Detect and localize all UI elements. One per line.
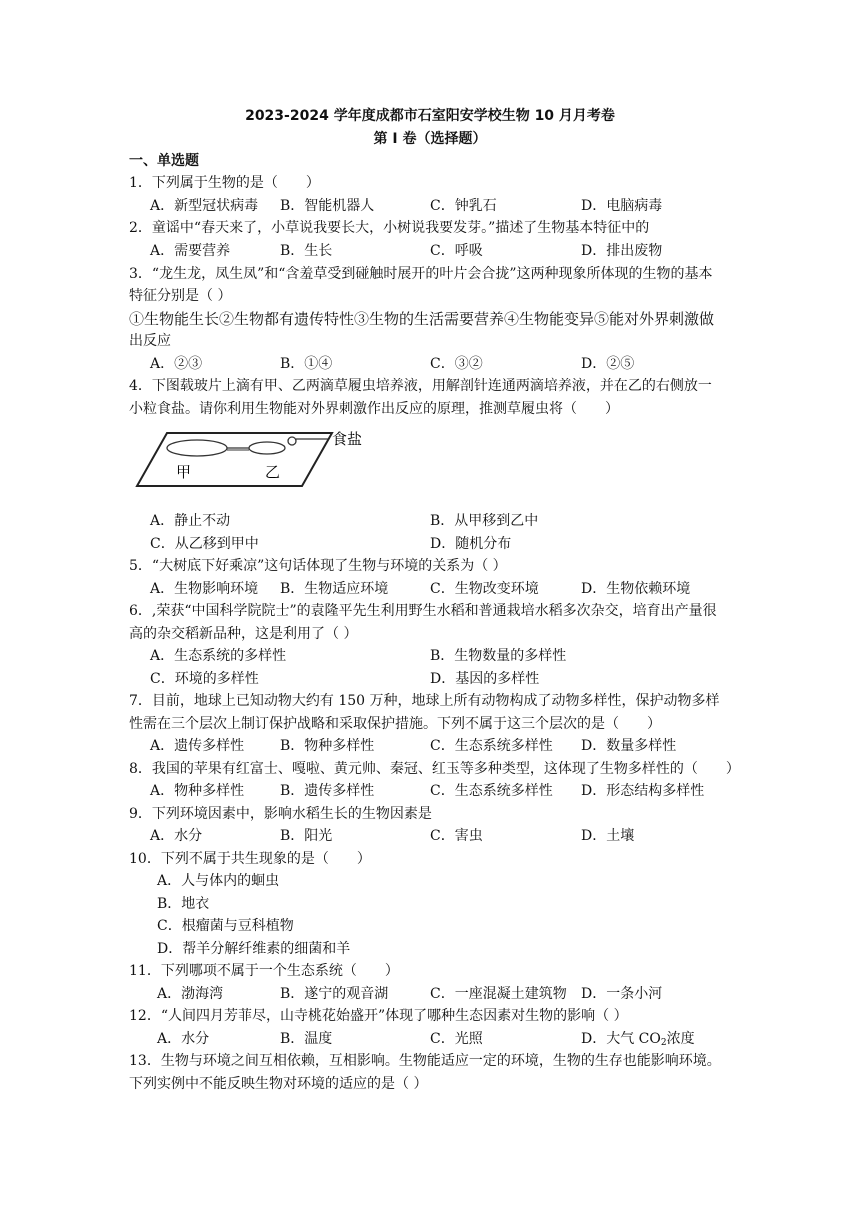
question-8-option-b: B．遗传多样性 <box>280 783 375 799</box>
glass-slide-outline <box>137 433 332 486</box>
question-10-option-a: A．人与体内的蛔虫 <box>157 873 280 889</box>
salt-grain <box>288 437 296 445</box>
exam-subtitle: 第 I 卷（选择题） <box>373 131 487 147</box>
drop-jia-label: 甲 <box>176 463 192 481</box>
question-4-option-d: D．随机分布 <box>430 536 512 552</box>
question-8-option-c: C．生态系统多样性 <box>430 783 553 799</box>
question-7-option-b: B．物种多样性 <box>280 738 375 754</box>
question-3-stem-line-1: 3．“龙生龙，凤生凤”和“含羞草受到碰触时展开的叶片会合拢”这两种现象所体现的生物的基本 <box>129 266 713 282</box>
question-1-option-c: C．钟乳石 <box>430 198 497 214</box>
question-11-option-d: D．一条小河 <box>581 986 663 1002</box>
question-1-option-a: A．新型冠状病毒 <box>150 198 259 214</box>
question-4-option-c: C．从乙移到甲中 <box>150 536 259 552</box>
question-6-option-b: B．生物数量的多样性 <box>430 648 567 664</box>
question-12-option-d <box>581 1029 695 1049</box>
question-9-option-b: B．阳光 <box>280 828 333 844</box>
question-2-option-c: C．呼吸 <box>430 243 483 259</box>
drop-yi-label: 乙 <box>265 463 281 481</box>
question-6-option-a: A．生态系统的多样性 <box>150 648 287 664</box>
drop-jia <box>167 440 227 456</box>
question-10-option-d: D．帮羊分解纤维素的细菌和羊 <box>157 941 351 957</box>
question-3-option-a: A．②③ <box>150 356 203 372</box>
question-5-stem: 5．“大树底下好乘凉”这句话体现了生物与环境的关系为（ ） <box>129 558 507 574</box>
question-9-option-d: D．土壤 <box>581 828 635 844</box>
question-6-option-c: C．环境的多样性 <box>150 671 259 687</box>
question-10-stem: 10．下列不属于共生现象的是（ ） <box>129 851 371 867</box>
question-2-option-d: D．排出废物 <box>581 243 663 259</box>
question-1-option-d: D．电脑病毒 <box>581 198 663 214</box>
question-5-option-c: C．生物改变环境 <box>430 581 539 597</box>
question-10-option-b: B．地衣 <box>157 896 210 912</box>
question-7-option-d: D．数量多样性 <box>581 738 677 754</box>
question-12-option-d-text: D．大气 CO <box>581 1031 661 1047</box>
question-11-option-a: A．渤海湾 <box>157 986 224 1002</box>
question-3-stem-line-2: 特征分别是（ ） <box>129 288 232 304</box>
question-12-option-b: B．温度 <box>280 1031 333 1047</box>
question-9-option-a: A．水分 <box>150 828 203 844</box>
question-5-option-a: A．生物影响环境 <box>150 581 259 597</box>
drop-yi <box>249 442 285 454</box>
question-3-option-b: B．①④ <box>280 356 333 372</box>
question-6-option-d: D．基因的多样性 <box>430 671 540 687</box>
question-7-stem-line-1: 7．目前，地球上已知动物大约有 150 万种，地球上所有动物构成了动物多样性，保护动物多样 <box>129 693 720 709</box>
exam-title: 2023-2024 学年度成都市石室阳安学校生物 10 月月考卷 <box>245 108 615 124</box>
slide-diagram <box>132 428 372 490</box>
question-9-stem: 9．下列环境因素中，影响水稻生长的生物因素是 <box>129 806 432 822</box>
question-2-stem: 2．童谣中“春天来了，小草说我要长大，小树说我要发芽。”描述了生物基本特征中的 <box>129 220 650 236</box>
co2-subscript: 2 <box>660 1038 667 1048</box>
question-4-stem-line-2: 小粒食盐。请你利用生物能对外界刺激作出反应的原理，推测草履虫将（ ） <box>129 401 619 417</box>
question-1-stem: 1．下列属于生物的是（ ） <box>129 175 320 191</box>
question-8-stem: 8．我国的苹果有红富士、嘎啦、黄元帅、秦冠、红玉等多种类型，这体现了生物多样性的（ ） <box>129 761 740 777</box>
question-13-stem-line-1: 13．生物与环境之间互相依赖，互相影响。生物能适应一定的环境，生物的生存也能影响环境。 <box>129 1053 721 1069</box>
question-5-option-b: B．生物适应环境 <box>280 581 389 597</box>
question-11-option-c: C．一座混凝土建筑物 <box>430 986 567 1002</box>
question-6-stem-line-2: 高的杂交稻新品种，这是利用了（ ） <box>129 626 358 642</box>
question-2-option-a: A．需要营养 <box>150 243 231 259</box>
question-7-option-a: A．遗传多样性 <box>150 738 245 754</box>
question-8-option-a: A．物种多样性 <box>150 783 245 799</box>
question-12-option-d-suffix: 浓度 <box>666 1031 695 1047</box>
question-5-option-d: D．生物依赖环境 <box>581 581 691 597</box>
question-3-stem-line-3: ①生物能生长②生物都有遗传特性③生物的生活需要营养④生物能变异⑤能对外界刺激做 <box>129 310 715 328</box>
question-3-option-d: D．②⑤ <box>581 356 635 372</box>
question-7-option-c: C．生态系统多样性 <box>430 738 553 754</box>
question-1-option-b: B．智能机器人 <box>280 198 375 214</box>
question-3-stem-line-4: 出反应 <box>129 333 171 349</box>
question-12-option-c: C．光照 <box>430 1031 483 1047</box>
question-11-option-b: B．遂宁的观音湖 <box>280 986 389 1002</box>
question-11-stem: 11．下列哪项不属于一个生态系统（ ） <box>129 963 399 979</box>
salt-label: 食盐 <box>332 430 363 448</box>
question-7-stem-line-2: 性需在三个层次上制订保护战略和采取保护措施。下列不属于这三个层次的是（ ） <box>129 716 661 732</box>
question-2-option-b: B．生长 <box>280 243 333 259</box>
question-13-stem-line-2: 下列实例中不能反映生物对环境的适应的是（ ） <box>129 1076 428 1092</box>
question-4-option-a: A．静止不动 <box>150 513 231 529</box>
section-heading: 一、单选题 <box>129 153 199 169</box>
question-3-option-c: C．③② <box>430 356 483 372</box>
question-4-stem-line-1: 4．下图载玻片上滴有甲、乙两滴草履虫培养液，用解剖针连通两滴培养液，并在乙的右侧放一 <box>129 378 712 394</box>
question-4-option-b: B．从甲移到乙中 <box>430 513 539 529</box>
question-12-option-a: A．水分 <box>157 1031 210 1047</box>
question-10-option-c: C．根瘤菌与豆科植物 <box>157 918 294 934</box>
question-12-stem: 12．“人间四月芳菲尽，山寺桃花始盛开”体现了哪种生态因素对生物的影响（ ） <box>129 1008 628 1024</box>
question-6-stem-line-1: 6．,荣获“中国科学院院士”的袁隆平先生利用野生水稻和普通栽培水稻多次杂交，培育出产量很 <box>129 603 717 619</box>
question-9-option-c: C．害虫 <box>430 828 483 844</box>
glass-slide-figure <box>132 428 372 490</box>
question-8-option-d: D．形态结构多样性 <box>581 783 705 799</box>
